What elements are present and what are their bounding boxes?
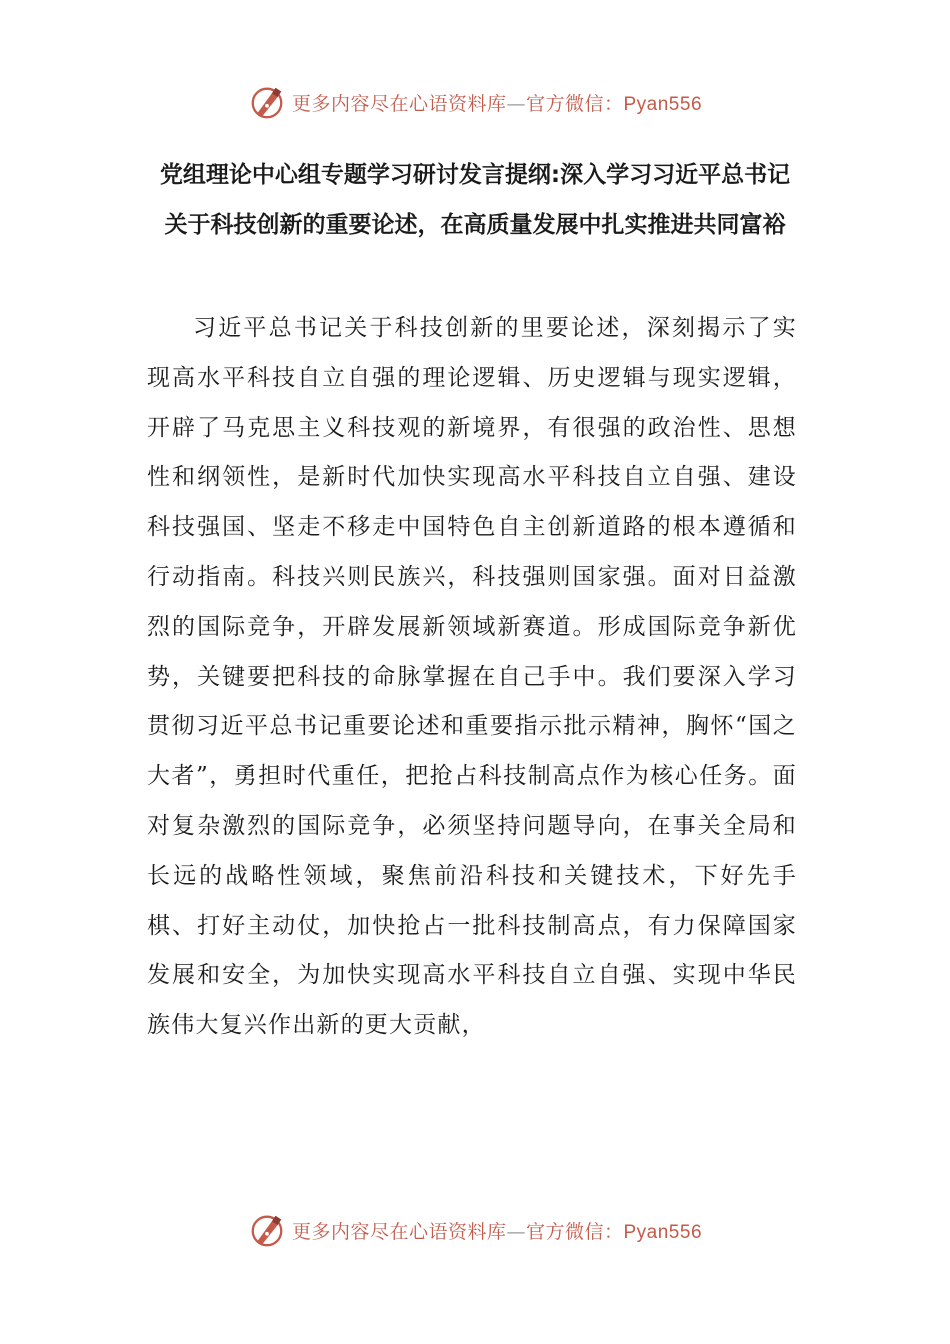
document-title: 党组理论中心组专题学习研讨发言提纲:深入学习习近平总书记关于科技创新的重要论述，在高质量发展中扎实推进共同富裕 bbox=[159, 162, 791, 238]
footer-watermark-banner bbox=[0, 1208, 950, 1252]
banner-official-label: 官方微信： bbox=[525, 92, 624, 115]
pen-nib-logo-icon bbox=[248, 1211, 286, 1249]
banner-main-text: 更多内容尽在心语资料库 bbox=[291, 1220, 507, 1243]
banner-official-label: 官方微信： bbox=[525, 1220, 624, 1243]
banner-dash: — bbox=[506, 92, 526, 115]
body-paragraph: 习近平总书记关于科技创新的里要论述，深刻揭示了实现高水平科技自立自强的理论逻辑、历史逻辑与现实逻辑，开辟了马克思主义科技观的新境界，有很强的政治性、思想性和纲领性，是新时代加快实现高水平科技自立自强、建设科技强国、坚走不移走中国特色自主创新道路的根本遵循和行动指南。科技兴则民族兴，科技强则国家强。面对日益激烈的国际竞争，开辟发展新领域新赛道。形成国际竞争新优势，关键要把科技的命脉掌握在自己手中。我们要深入学习贯彻习近平总书记重要论述和重要指示批示精神，胸怀“国之大者”，勇担时代重任，把抢占科技制高点作为核心任务。面对复杂激烈的国际竞争，必须坚持问题导向，在事关全局和长远的战略性领域，聚焦前沿科技和关键技术，下好先手棋、打好主动仗，加快抢占一批科技制高点，有力保障国家发展和安全，为加快实现高水平科技自立自强、实现中华民族伟大复兴作出新的更大贡献， bbox=[147, 315, 797, 1039]
banner-main-text: 更多内容尽在心语资料库 bbox=[291, 92, 507, 115]
pen-nib-logo-icon bbox=[248, 83, 286, 121]
banner-account: Pyan556 bbox=[623, 1221, 703, 1243]
banner-account: Pyan556 bbox=[623, 93, 703, 115]
banner-dash: — bbox=[506, 1220, 526, 1243]
banner-text bbox=[292, 89, 702, 116]
header-watermark-banner bbox=[0, 80, 950, 124]
banner-text bbox=[292, 1217, 702, 1244]
